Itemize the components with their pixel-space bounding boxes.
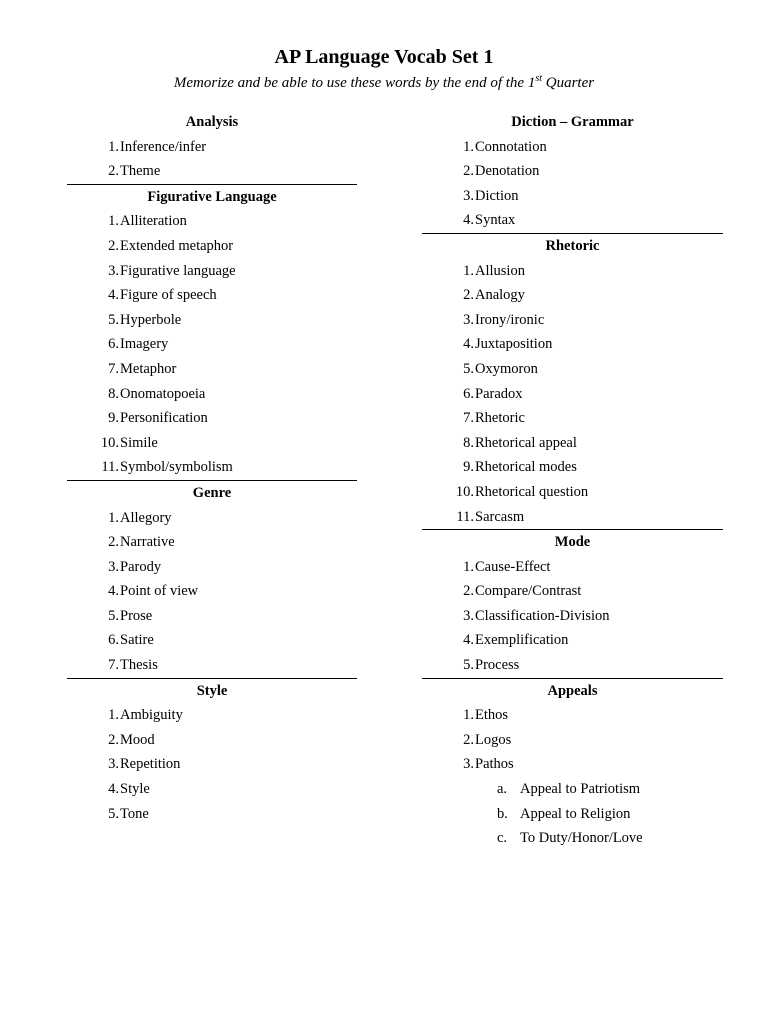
item-number: 2. [108, 534, 119, 551]
list-item [67, 406, 357, 431]
item-number: 4. [463, 632, 474, 649]
list-item [422, 455, 723, 480]
list-item [67, 506, 357, 531]
list-item [67, 159, 357, 184]
item-number: 3. [108, 262, 119, 279]
item-term: Imagery [120, 336, 169, 353]
item-term: Prose [120, 607, 153, 624]
list-item [422, 184, 723, 209]
section-heading: Diction – Grammar [511, 114, 634, 130]
item-number: 2. [463, 163, 474, 180]
sub-item-letter: c. [497, 830, 508, 847]
section-heading: Rhetoric [545, 237, 600, 254]
section-heading: Analysis [185, 114, 239, 130]
list-item [422, 406, 723, 431]
item-term: Allegory [120, 509, 172, 526]
item-term: Onomatopoeia [120, 385, 206, 402]
item-number: 4. [463, 212, 474, 229]
sub-item-letter: a. [497, 781, 508, 798]
list-item [422, 752, 723, 777]
item-number: 7. [463, 410, 474, 427]
item-term: Symbol/symbolism [120, 459, 233, 476]
item-number: 1. [108, 509, 119, 526]
item-term: Juxtaposition [475, 336, 553, 353]
list-item [67, 752, 357, 777]
list-item [422, 382, 723, 407]
list-item [67, 604, 357, 629]
item-term: Allusion [475, 262, 525, 279]
item-term: Rhetoric [475, 410, 525, 427]
item-number: 11. [456, 508, 474, 525]
item-number: 3. [463, 311, 474, 328]
item-term: Irony/ironic [475, 311, 545, 328]
item-term: Repetition [120, 756, 181, 773]
item-term: Figure of speech [120, 287, 217, 304]
item-number: 3. [108, 558, 119, 575]
section-heading: Style [196, 682, 228, 699]
list-item [67, 259, 357, 284]
item-number: 3. [108, 756, 119, 773]
subtitle-text: Memorize and be able to use these words by the end of the 1 [173, 75, 536, 91]
item-term: Inference/infer [120, 138, 207, 155]
list-item [422, 604, 723, 629]
item-number: 3. [463, 756, 474, 773]
item-term: Alliteration [120, 213, 187, 230]
left-column [67, 110, 357, 826]
section-heading: Mode [554, 534, 591, 551]
item-number: 7. [108, 360, 119, 377]
item-number: 1. [463, 558, 474, 575]
item-number: 1. [463, 262, 474, 279]
item-number: 6. [108, 632, 119, 649]
item-term: Hyperbole [120, 311, 182, 328]
list-item [422, 332, 723, 357]
list-item [67, 382, 357, 407]
list-item [67, 234, 357, 259]
item-term: Analogy [475, 287, 525, 304]
item-number: 5. [108, 311, 119, 328]
item-number: 4. [108, 781, 119, 798]
list-item [422, 703, 723, 728]
section-heading: Figurative Language [147, 188, 277, 205]
sub-item-letter: b. [497, 805, 508, 822]
item-number: 5. [463, 657, 474, 674]
item-term: Personification [120, 410, 208, 427]
item-number: 3. [463, 187, 474, 204]
section-rhetoric [422, 234, 723, 530]
item-number: 8. [108, 385, 119, 402]
item-number: 5. [463, 360, 474, 377]
item-term: Figurative language [120, 262, 236, 279]
list-item [67, 308, 357, 333]
list-item [422, 555, 723, 580]
item-term: Connotation [475, 138, 547, 155]
list-item [67, 579, 357, 604]
item-number: 7. [108, 657, 119, 674]
item-term: Denotation [475, 163, 540, 180]
sub-list-item [422, 826, 723, 851]
sub-item-term: To Duty/Honor/Love [520, 830, 643, 847]
item-term: Paradox [475, 385, 523, 402]
item-term: Satire [120, 632, 154, 649]
list-item [422, 259, 723, 284]
item-term: Logos [475, 731, 512, 748]
sub-item-term: Appeal to Patriotism [520, 781, 641, 798]
list-item [422, 579, 723, 604]
list-item [67, 777, 357, 802]
section-style [67, 679, 357, 827]
item-number: 2. [463, 287, 474, 304]
item-term: Metaphor [120, 360, 177, 377]
section-heading: Genre [192, 484, 232, 501]
item-term: Simile [120, 434, 158, 451]
item-term: Tone [120, 805, 149, 822]
list-item [67, 555, 357, 580]
list-item [67, 802, 357, 827]
sub-list-item [422, 777, 723, 802]
list-item [67, 135, 357, 160]
item-number: 1. [108, 213, 119, 230]
list-item [67, 209, 357, 234]
item-number: 2. [463, 583, 474, 600]
list-item [422, 283, 723, 308]
sub-list-item [422, 802, 723, 827]
item-number: 1. [108, 138, 119, 155]
list-item [422, 628, 723, 653]
item-number: 2. [108, 163, 119, 180]
right-column [422, 110, 723, 851]
section-analysis [67, 110, 357, 185]
item-number: 10. [455, 483, 474, 500]
list-item [422, 431, 723, 456]
item-number: 2. [108, 237, 119, 254]
item-term: Point of view [120, 583, 199, 600]
item-term: Ambiguity [120, 707, 183, 724]
item-number: 11. [101, 459, 119, 476]
list-item [67, 628, 357, 653]
subtitle-superscript: st [535, 73, 543, 84]
item-term: Pathos [475, 756, 514, 773]
item-number: 2. [108, 731, 119, 748]
item-term: Mood [120, 731, 155, 748]
item-term: Syntax [475, 212, 516, 229]
item-number: 5. [108, 805, 119, 822]
list-item [67, 530, 357, 555]
section-diction-grammar [422, 110, 723, 234]
item-number: 10. [100, 434, 119, 451]
list-item [67, 455, 357, 480]
list-item [422, 653, 723, 678]
list-item [67, 283, 357, 308]
list-item [422, 728, 723, 753]
list-item [422, 308, 723, 333]
list-item [422, 135, 723, 160]
list-item [67, 332, 357, 357]
list-item [422, 159, 723, 184]
sub-item-term: Appeal to Religion [520, 805, 631, 822]
item-number: 1. [108, 707, 119, 724]
item-number: 2. [463, 731, 474, 748]
item-number: 9. [108, 410, 119, 427]
item-number: 3. [463, 607, 474, 624]
list-item [422, 208, 723, 233]
item-number: 8. [463, 434, 474, 451]
list-item [67, 357, 357, 382]
list-item [422, 480, 723, 505]
item-term: Style [120, 781, 150, 798]
section-figurative-language [67, 185, 357, 481]
item-term: Rhetorical appeal [475, 434, 577, 451]
item-number: 4. [108, 287, 119, 304]
subtitle-suffix: Quarter [542, 75, 595, 91]
section-heading: Appeals [547, 682, 598, 699]
item-term: Diction [475, 187, 519, 204]
item-term: Sarcasm [475, 508, 525, 525]
item-term: Oxymoron [475, 360, 538, 377]
item-number: 4. [463, 336, 474, 353]
section-mode [422, 530, 723, 679]
page-subtitle [0, 73, 768, 92]
item-term: Parody [120, 558, 162, 575]
list-item [67, 703, 357, 728]
list-item [422, 505, 723, 530]
list-item [422, 357, 723, 382]
item-term: Classification-Division [475, 607, 610, 624]
item-number: 1. [463, 138, 474, 155]
item-number: 6. [463, 385, 474, 402]
list-item [67, 653, 357, 678]
item-term: Compare/Contrast [475, 583, 582, 600]
item-term: Extended metaphor [120, 237, 234, 254]
item-term: Thesis [120, 657, 158, 674]
page-title: AP Language Vocab Set 1 [274, 46, 494, 68]
section-appeals [422, 679, 723, 851]
section-genre [67, 481, 357, 679]
item-term: Rhetorical modes [475, 459, 577, 476]
item-number: 6. [108, 336, 119, 353]
item-term: Process [475, 657, 520, 674]
item-term: Rhetorical question [475, 483, 589, 500]
item-term: Theme [120, 163, 161, 180]
list-item [67, 431, 357, 456]
item-term: Cause-Effect [475, 558, 551, 575]
item-number: 1. [463, 707, 474, 724]
item-term: Narrative [120, 534, 175, 551]
item-number: 4. [108, 583, 119, 600]
item-term: Ethos [475, 707, 509, 724]
item-term: Exemplification [475, 632, 569, 649]
list-item [67, 728, 357, 753]
item-number: 9. [463, 459, 474, 476]
item-number: 5. [108, 607, 119, 624]
